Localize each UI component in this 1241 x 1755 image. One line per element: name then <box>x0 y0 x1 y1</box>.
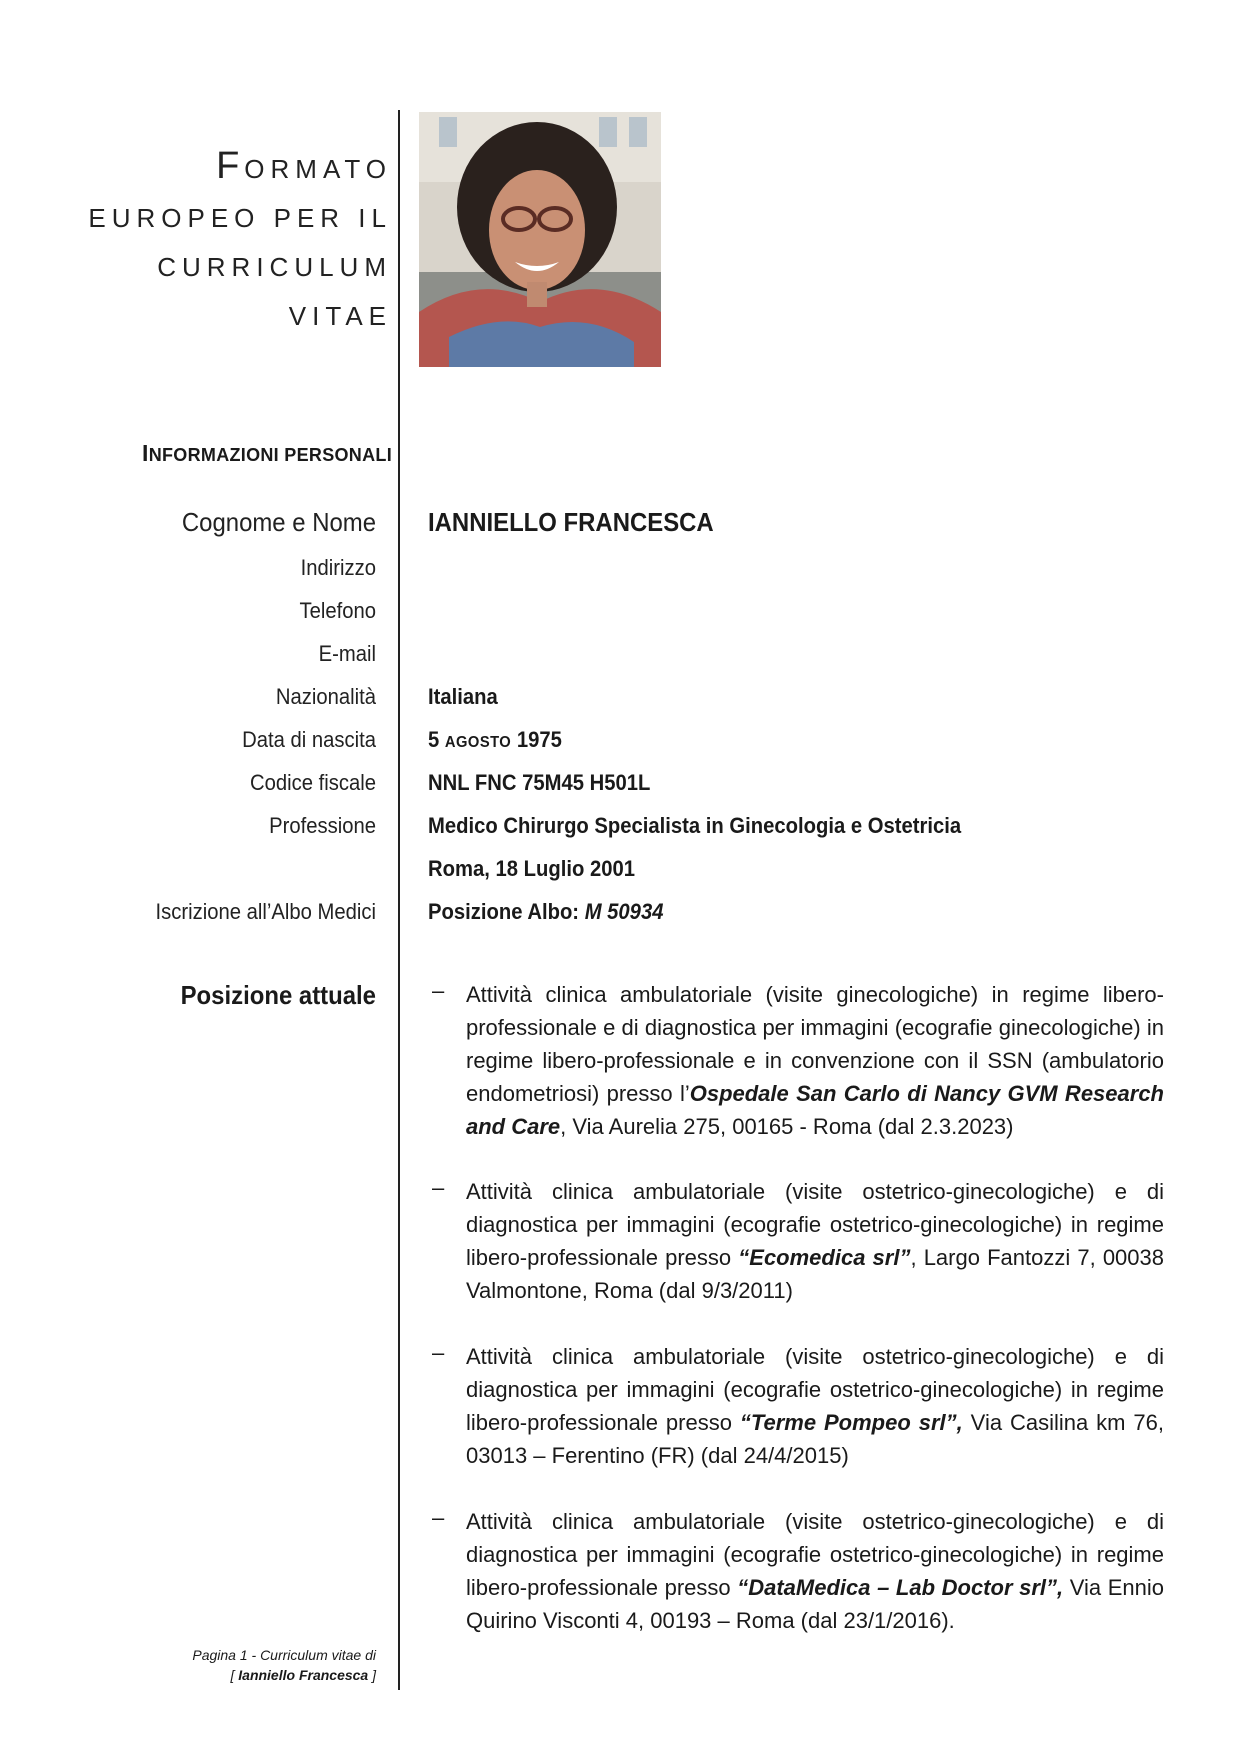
value-tax-code: NNL FNC 75M45 H501L <box>428 770 651 795</box>
cv-title-line1: FORMATO <box>216 145 392 187</box>
value-albo: Posizione Albo: M 50934 <box>428 899 664 924</box>
footer-name: [ Ianniello Francesca ] <box>230 1667 376 1683</box>
position-entry: – Attività clinica ambulatoriale (visite ostetrico-ginecologiche) e di diagnostica per immagini (ecografie ostetrico-ginecologiche) in regime libero-professionale presso “Ecomedica srl”, Largo Fantozzi 7, 00038 Valmontone, Roma (dal 9/3/2011) <box>432 1175 1164 1303</box>
label-birth-date: Data di nascita <box>242 727 376 752</box>
label-profession: Professione <box>269 813 376 838</box>
section-heading-personal: INFORMAZIONI PERSONALI <box>142 440 392 466</box>
value-profession: Medico Chirurgo Specialista in Ginecologia e Ostetricia <box>428 813 962 838</box>
value-birth-date: 5 AGOSTO 1975 <box>428 727 562 752</box>
cv-title-line2: EUROPEO PER IL <box>88 203 392 233</box>
label-tax-code: Codice fiscale <box>250 770 376 795</box>
profile-photo <box>419 112 661 367</box>
label-nationality: Nazionalità <box>275 684 376 709</box>
dash-bullet: – <box>432 1340 445 1365</box>
dash-bullet: – <box>432 978 445 1003</box>
dash-bullet: – <box>432 1175 445 1200</box>
cv-title-line3: CURRICULUM <box>157 252 392 282</box>
footer-page-label: Pagina 1 - Curriculum vitae di <box>192 1647 376 1663</box>
label-albo: Iscrizione all’Albo Medici <box>155 899 376 924</box>
dash-bullet: – <box>432 1505 445 1530</box>
value-name: IANNIELLO FRANCESCA <box>428 507 714 537</box>
label-phone: Telefono <box>299 598 376 623</box>
label-email: E-mail <box>318 641 376 666</box>
label-name: Cognome e Nome <box>181 507 376 537</box>
page-footer <box>140 1645 376 1685</box>
value-nationality: Italiana <box>428 684 498 709</box>
vertical-divider <box>398 110 400 1690</box>
cv-title-line4: VITAE <box>288 301 392 331</box>
position-entry: – Attività clinica ambulatoriale (visite ostetrico-ginecologiche) e di diagnostica per immagini (ecografie ostetrico-ginecologiche) in regime libero-professionale presso “Terme Pompeo srl”, Via Casilina km 76, 03013 – Ferentino (FR) (dal 24/4/2015) <box>432 1340 1164 1468</box>
label-address: Indirizzo <box>300 555 376 580</box>
position-entry: – Attività clinica ambulatoriale (visite ginecologiche) in regime libero-professionale e di diagnostica per immagini (ecografie ginecologiche) in regime libero-professionale e in convenzione con il SSN (ambulatorio endometriosi) presso l’Ospedale San Carlo di Nancy GVM Research and Care, Via Aurelia 275, 00165 - Roma (dal 2.3.2023) <box>432 978 1164 1139</box>
position-entry: – Attività clinica ambulatoriale (visite ostetrico-ginecologiche) e di diagnostica per immagini (ecografie ostetrico-ginecologiche) in regime libero-professionale presso “DataMedica – Lab Doctor srl”, Via Ennio Quirino Visconti 4, 00193 – Roma (dal 23/1/2016). <box>432 1505 1164 1633</box>
value-profession-date: Roma, 18 Luglio 2001 <box>428 856 635 881</box>
current-position-heading: Posizione attuale <box>180 980 376 1010</box>
